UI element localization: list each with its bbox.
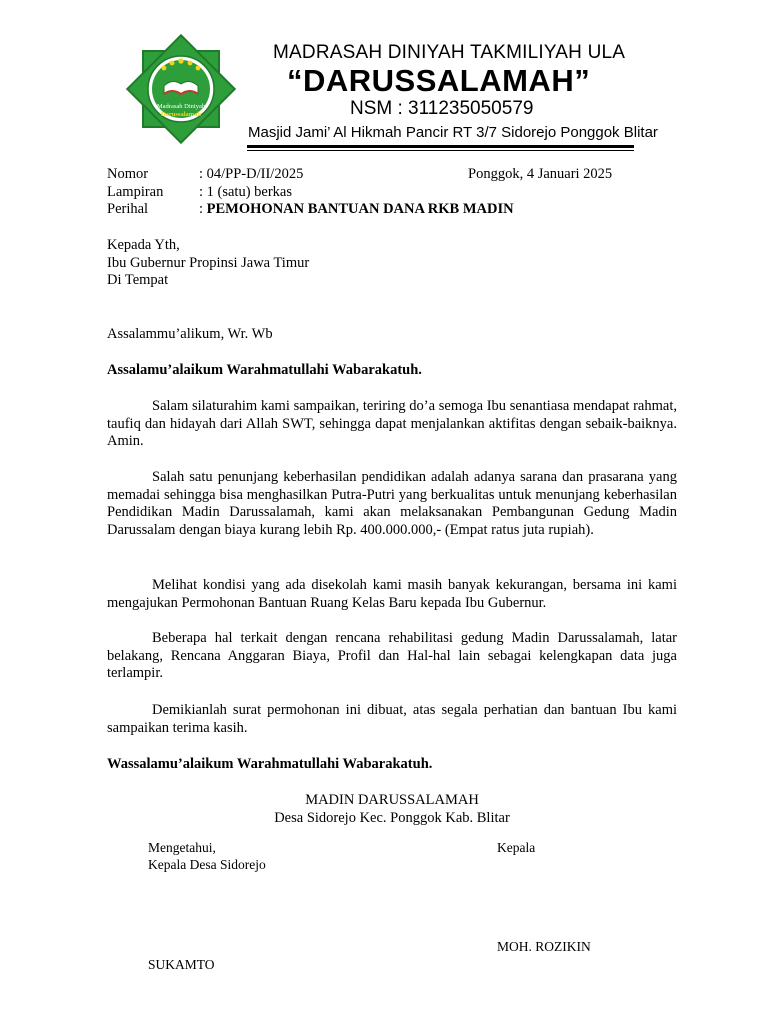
body-paragraph-4: Beberapa hal terkait dengan rencana rehabilitasi gedung Madin Darussalamah, latar belakang, Rencana Anggaran Biaya, Profil dan Hal-hal lain sebagai kelengkapan data juga terlampir. (107, 630, 677, 681)
perihal-value: PEMOHONAN BANTUAN DANA RKB MADIN (206, 201, 514, 217)
logo-text-top: Madrasah Diniyah (156, 103, 206, 110)
nomor-label: Nomor (107, 166, 149, 182)
body-paragraph-2: Salah satu penunjang keberhasilan pendidikan adalah adanya sarana dan prasarana yang memadai sehingga bisa menghasilkan Putra-Putri yang berkualitas untuk menunjang keberhasilan Pendidikan Madin Darussalamah, kami akan melaksanakan Pembangunan Gedung Madin Darussalam dengan biaya kurang lebih Rp. 400.000.000,- (Empat ratus juta rupiah). (107, 469, 677, 538)
madrasah-star-logo-icon (120, 28, 242, 150)
nomor-value: : 04/PP-D/II/2025 (199, 166, 304, 182)
recipient-line-3: Di Tempat (107, 272, 169, 288)
institution-address: Masjid Jami’ Al Hikmah Pancir RT 3/7 Sidorejo Ponggok Blitar (248, 124, 658, 141)
lampiran-value: : 1 (satu) berkas (199, 183, 293, 200)
institution-nsm: NSM : 311235050579 (350, 98, 534, 119)
perihal-colon: : (199, 201, 207, 217)
perihal-value-wrap (199, 201, 514, 219)
meta-lampiran (107, 184, 514, 202)
logo-text-bottom: Darussalamah (160, 111, 202, 118)
body-paragraph-1: Salam silaturahim kami sampaikan, teriring do’a semoga Ibu senantiasa mendapat rahmat, taufiq dan hidayah dari Allah SWT, sehingga dapat menjalankan aktifitas dengan sebaik-baiknya. Amin. (107, 398, 677, 449)
closing-greeting: Wassalamu’alaikum Warahmatullahi Wabarakatuh. (107, 756, 433, 772)
meta-nomor (107, 166, 514, 184)
body-paragraph-3: Melihat kondisi yang ada disekolah kami masih banyak kekurangan, bersama ini kami mengajukan Permohonan Bantuan Ruang Kelas Baru kepada Ibu Gubernur. (107, 577, 677, 611)
recipient-block (107, 237, 309, 290)
signature-left-label: Mengetahui, (148, 840, 216, 855)
recipient-line-1: Kepada Yth, (107, 237, 180, 253)
letterhead-rule-thick (247, 145, 634, 148)
signature-left-title: Kepala Desa Sidorejo (148, 857, 266, 872)
sender-address: Desa Sidorejo Kec. Ponggok Kab. Blitar (274, 810, 510, 826)
greeting-formal: Assalamu’alaikum Warahmatullahi Wabarakatuh. (107, 362, 422, 378)
letterhead-rule-thin (247, 150, 634, 151)
institution-type: MADRASAH DINIYAH TAKMILIYAH ULA (273, 42, 626, 63)
signature-left-name: SUKAMTO (148, 957, 215, 972)
body-paragraph-5: Demikianlah surat permohonan ini dibuat, atas segala perhatian dan bantuan Ibu kami sampaikan terima kasih. (107, 702, 677, 736)
letterhead (0, 0, 768, 160)
institution-name: “DARUSSALAMAH” (287, 63, 591, 98)
meta-perihal (107, 201, 514, 219)
recipient-line-2: Ibu Gubernur Propinsi Jawa Timur (107, 254, 310, 271)
lampiran-label: Lampiran (107, 183, 164, 200)
letter-meta (107, 166, 514, 219)
sender-name: MADIN DARUSSALAMAH (305, 792, 479, 808)
signature-right-name: MOH. ROZIKIN (497, 939, 591, 954)
perihal-label: Perihal (107, 201, 149, 217)
signature-right-title: Kepala (497, 840, 536, 855)
greeting-informal: Assalammu’alikum, Wr. Wb (107, 326, 273, 342)
letter-date: Ponggok, 4 Januari 2025 (468, 166, 613, 182)
